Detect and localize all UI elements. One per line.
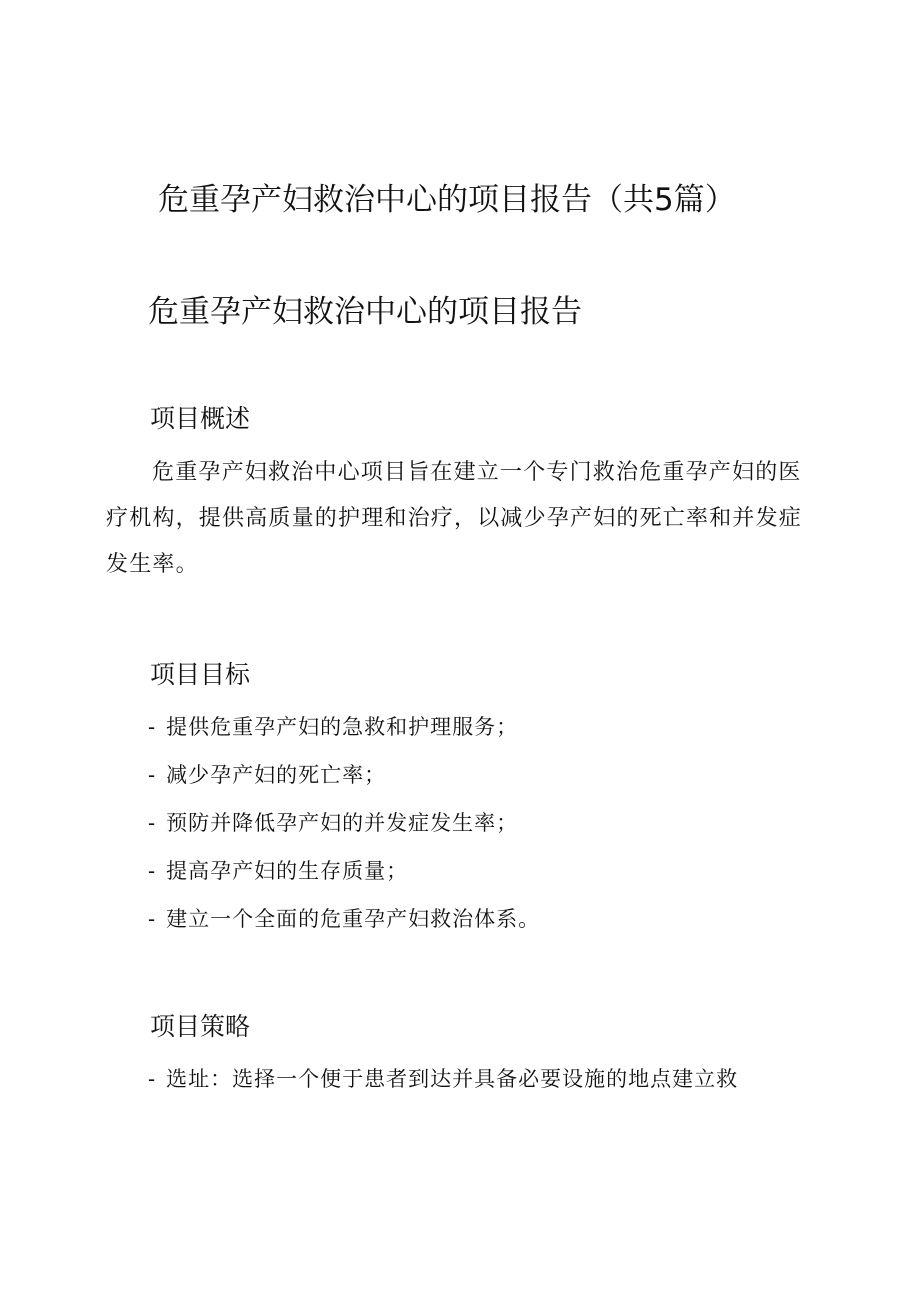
list-item-text: 选址：选择一个便于患者到达并具备必要设施的地点建立救 [166, 1067, 739, 1091]
paragraph-line: 疗机构，提供高质量的护理和治疗，以减少孕产妇的死亡率和并发症 [106, 506, 803, 531]
list-item [148, 759, 540, 807]
bullet-dash: - [148, 715, 157, 739]
overview-paragraph [106, 450, 810, 588]
list-item-text: 减少孕产妇的死亡率； [166, 763, 387, 787]
section-heading-goals: 项目目标 [150, 660, 251, 689]
list-item [148, 903, 540, 951]
paragraph-line: 发生率。 [106, 552, 199, 577]
section-heading-overview: 项目概述 [150, 404, 251, 433]
strategy-list [148, 1063, 738, 1111]
list-item [148, 1063, 738, 1111]
list-item-text: 提高孕产妇的生存质量； [166, 859, 409, 883]
document-title: 危重孕产妇救治中心的项目报告（共5篇） [158, 182, 736, 218]
list-item-text: 预防并降低孕产妇的并发症发生率； [166, 811, 519, 835]
bullet-dash: - [148, 763, 157, 787]
section-heading-strategy: 项目策略 [150, 1012, 251, 1041]
goals-list [148, 711, 540, 951]
list-item [148, 711, 540, 759]
paragraph-line: 危重孕产妇救治中心项目旨在建立一个专门救治危重孕产妇的医 [152, 460, 802, 485]
report-title: 危重孕产妇救治中心的项目报告 [148, 294, 582, 330]
list-item-text: 建立一个全面的危重孕产妇救治体系。 [166, 907, 541, 931]
bullet-dash: - [148, 907, 157, 931]
bullet-dash: - [148, 811, 157, 835]
list-item [148, 807, 540, 855]
bullet-dash: - [148, 859, 157, 883]
list-item [148, 855, 540, 903]
list-item-text: 提供危重孕产妇的急救和护理服务； [166, 715, 519, 739]
bullet-dash: - [148, 1067, 157, 1091]
